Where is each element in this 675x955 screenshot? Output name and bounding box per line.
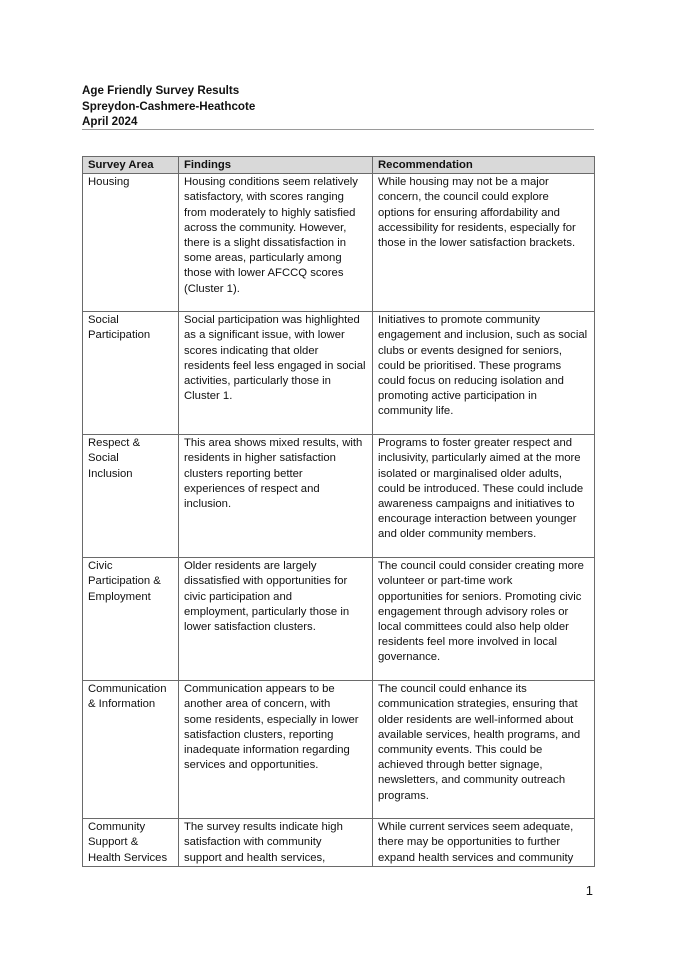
findings-cell: Social participation was highlighted as a significant issue, with lower scores indicating that older residents feel less engaged in social activities, particularly those in Cluster 1.	[179, 312, 373, 435]
document-date: April 2024	[82, 115, 138, 128]
table-row	[83, 174, 595, 312]
survey-area-cell: Social Participation	[83, 312, 179, 435]
table-row	[83, 819, 595, 867]
table-row	[83, 681, 595, 819]
recommendation-cell: While current services seem adequate, there may be opportunities to further expand health services and community	[373, 819, 595, 867]
table-row	[83, 558, 595, 681]
survey-area-cell: Communication & Information	[83, 681, 179, 819]
header-divider	[82, 129, 594, 130]
document-title: Age Friendly Survey Results	[82, 84, 240, 97]
findings-cell: Housing conditions seem relatively satisfactory, with scores ranging from moderately to highly satisfied across the community. However, there is a slight dissatisfaction in some areas, particularly among those with lower AFCCQ scores (Cluster 1).	[179, 174, 373, 312]
recommendation-cell: Programs to foster greater respect and inclusivity, particularly aimed at the more isolated or marginalised older adults, could be introduced. These could include awareness campaigns and initiatives to encourage interaction between younger and older community members.	[373, 435, 595, 558]
page-number: 1	[585, 883, 593, 898]
survey-area-cell: Civic Participation & Employment	[83, 558, 179, 681]
column-header-recommendation: Recommendation	[373, 157, 595, 174]
survey-area-cell: Respect & Social Inclusion	[83, 435, 179, 558]
findings-cell: The survey results indicate high satisfaction with community support and health services,	[179, 819, 373, 867]
recommendation-cell: While housing may not be a major concern, the council could explore options for ensuring affordability and accessibility for residents, especially for those in the lower satisfaction brackets.	[373, 174, 595, 312]
findings-cell: This area shows mixed results, with residents in higher satisfaction clusters reporting better experiences of respect and inclusion.	[179, 435, 373, 558]
survey-results-table	[82, 156, 595, 867]
recommendation-cell: The council could enhance its communication strategies, ensuring that older residents are well-informed about available services, health programs, and community events. This could be achieved through better signage, newsletters, and community outreach programs.	[373, 681, 595, 819]
survey-area-cell: Community Support & Health Services	[83, 819, 179, 867]
recommendation-cell: The council could consider creating more volunteer or part-time work opportunities for seniors. Promoting civic engagement through advisory roles or local committees could also help older residents feel more involved in local governance.	[373, 558, 595, 681]
recommendation-cell: Initiatives to promote community engagement and inclusion, such as social clubs or events designed for seniors, could be prioritised. These programs could focus on reducing isolation and promoting active participation in community life.	[373, 312, 595, 435]
document-location: Spreydon-Cashmere-Heathcote	[82, 99, 256, 113]
findings-cell: Older residents are largely dissatisfied with opportunities for civic participation and employment, particularly those in lower satisfaction clusters.	[179, 558, 373, 681]
findings-cell: Communication appears to be another area of concern, with some residents, especially in lower satisfaction clusters, reporting inadequate information regarding services and opportunities.	[179, 681, 373, 819]
table-row	[83, 312, 595, 435]
table-row	[83, 435, 595, 558]
table-header-row	[83, 157, 595, 174]
column-header-survey-area: Survey Area	[83, 157, 179, 174]
document-header	[82, 83, 594, 130]
column-header-findings: Findings	[179, 157, 373, 174]
survey-area-cell: Housing	[83, 174, 179, 312]
